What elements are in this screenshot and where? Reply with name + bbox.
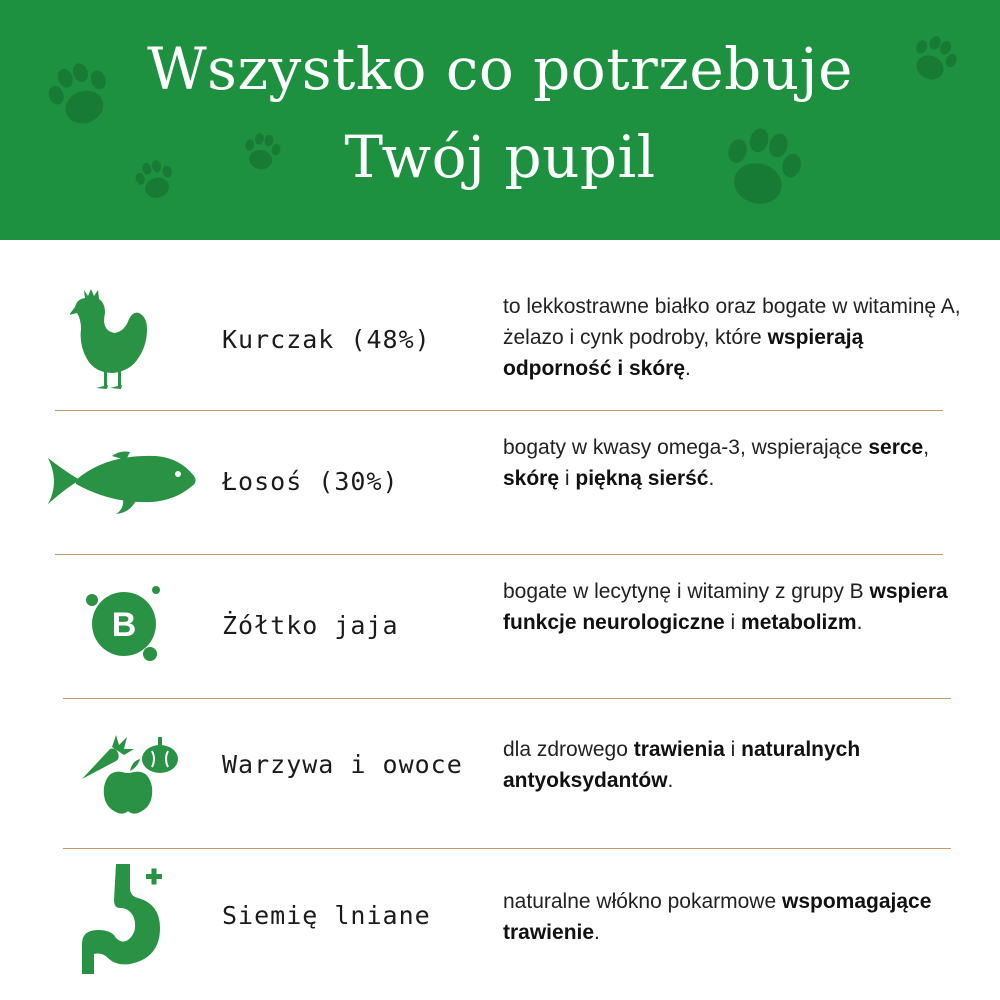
description-text: , [923,436,930,459]
description-highlight: trawienia [633,738,725,761]
description-text: i [559,467,576,490]
row-divider [63,698,951,699]
row-divider [63,848,951,849]
ingredient-name: Łosoś (30%) [222,467,399,496]
description-text: . [856,611,863,634]
page-title-line-2: Twój pupil [344,123,656,191]
description-highlight: metabolizm [741,611,857,634]
description-text: to lekkostrawne białko oraz bogate w witaminę A, żelazo i cynk podroby, które [503,295,961,349]
vitamin-b-icon [82,582,166,666]
row-divider [55,410,943,411]
ingredient-name: Żółtko jaja [222,611,399,640]
ingredient-description [503,432,963,494]
description-highlight: naturalnych antyoksydantów [503,738,861,792]
ingredient-description [503,291,963,384]
vitamin-letter: B [111,606,137,644]
description-text: . [685,357,691,380]
ingredient-description [503,886,963,948]
description-highlight: serce [868,436,924,459]
description-highlight: wspierają odporność i skórę [503,326,864,380]
vegetables-fruits-icon [78,733,184,815]
ingredient-description [503,734,963,796]
page-title-line-1: Wszystko co potrzebuje [147,35,853,103]
description-text: naturalne włókno pokarmowe [503,890,782,913]
ingredient-name: Siemię lniane [222,901,431,930]
description-text: i [724,738,742,761]
ingredient-description [503,576,963,638]
description-text: . [667,769,674,792]
description-text: i [724,611,742,634]
description-text: . [594,921,600,944]
description-highlight: piękną sierść [575,467,709,490]
ingredient-name: Warzywa i owoce [222,750,463,779]
chicken-icon [70,284,160,394]
description-highlight: skórę [503,467,560,490]
description-highlight: wspomagające trawienie [503,890,932,944]
description-highlight: wspiera funkcje neurologiczne [503,580,948,634]
description-text: bogaty w kwasy omega-3, wspierające [503,436,869,459]
description-text: dla zdrowego [503,738,634,761]
description-text: bogate w lecytynę i witaminy z grupy B [503,580,870,603]
ingredient-name: Kurczak (48%) [222,325,431,354]
header-banner [0,0,1000,240]
fish-icon [46,450,198,516]
row-divider [55,554,943,555]
stomach-icon [80,862,166,974]
description-text: . [708,467,715,490]
